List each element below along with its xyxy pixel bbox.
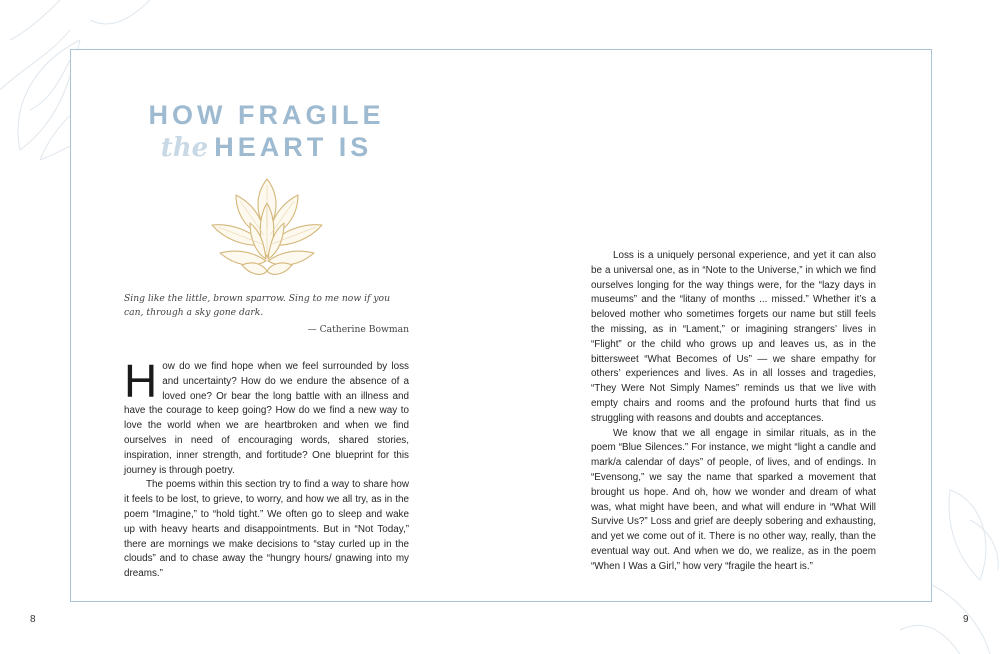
title-line-1: HOW FRAGILE [148, 100, 385, 130]
paragraph: We know that we all engage in similar rituals, as in the poem “Blue Silences.” For instance, we might “light a candle and mark/a calendar of days” of people, of lives, and of endings. In “Evensong,” we say the name that sparked a movement that brought us hope. And oh, how we wonder and dream of what was, what might have been, and what will endure in “What Will Survive Us?” Loss and grief are deeply sobering and exhausting, and yet we come out of it. There is no other way, really, than the eventual way out. And when we do, we realize, as in the poem “When I Was a Girl,” how very “fragile the heart is.” [591, 427, 876, 572]
drop-cap: H [124, 355, 158, 407]
paragraph [124, 355, 409, 478]
epigraph-quote: Sing like the little, brown sparrow. Sing to me now if you can, through a sky gone dark. [124, 293, 391, 318]
page-title [70, 101, 463, 162]
paragraph-text: ow do we find hope when we feel surrounded by loss and uncertainty? How do we endure the absence of a loved one? Or bear the long battle with an illness and have the courage to keep going? How do we find a new way to love the world when we are heartbroken and when we find ourselves in need of encouraging words, shared stories, inspiration, inner strength, and fortitude? One blueprint for this journey is through poetry. [124, 361, 409, 476]
title-line-2-text: HEART IS [214, 131, 373, 162]
page-number-left: 8 [30, 614, 36, 625]
left-column-text [124, 355, 409, 582]
paragraph: The poems within this section try to find a way to share how it feels to be lost, to grieve, to worry, and how we all try, as in the poem “Imagine,” to “hold tight.” We often go to sleep and wake up with heavy hearts and disappointments. But in “Not Today,” there are mornings we make decisions to “stay curled up in the clouds” and to chase away the “hungry hours/ gnawing into my dreams.” [124, 479, 409, 580]
title-line-2 [70, 133, 463, 163]
lotus-flower-icon [206, 173, 328, 279]
page-number-right: 9 [963, 614, 969, 625]
right-column-text [591, 249, 876, 575]
epigraph-author: — Catherine Bowman [307, 324, 409, 335]
title-italic-word: the [160, 132, 209, 163]
epigraph [124, 292, 409, 337]
paragraph: Loss is a uniquely personal experience, and yet it can also be a universal one, as in “Note to the Universe,” in which we find ourselves longing for the way things were, for the “lazy days in museums” and the “litany of months ... missed.” Whether it’s a beloved mother who sometimes forgets our name but still feels the missing, as in “Lament,” or imagining strangers’ lives in “Flight” or the child who grows up and leaves us, as in the bittersweet “What Becomes of Us” — we share empathy for others’ experiences and lives. As in all losses and tragedies, “They Were Not Simply Names” reminds us that we live with empty chairs and rooms and the profound hurts that find us struggling with reasons and doubts and acceptances. [591, 250, 876, 424]
